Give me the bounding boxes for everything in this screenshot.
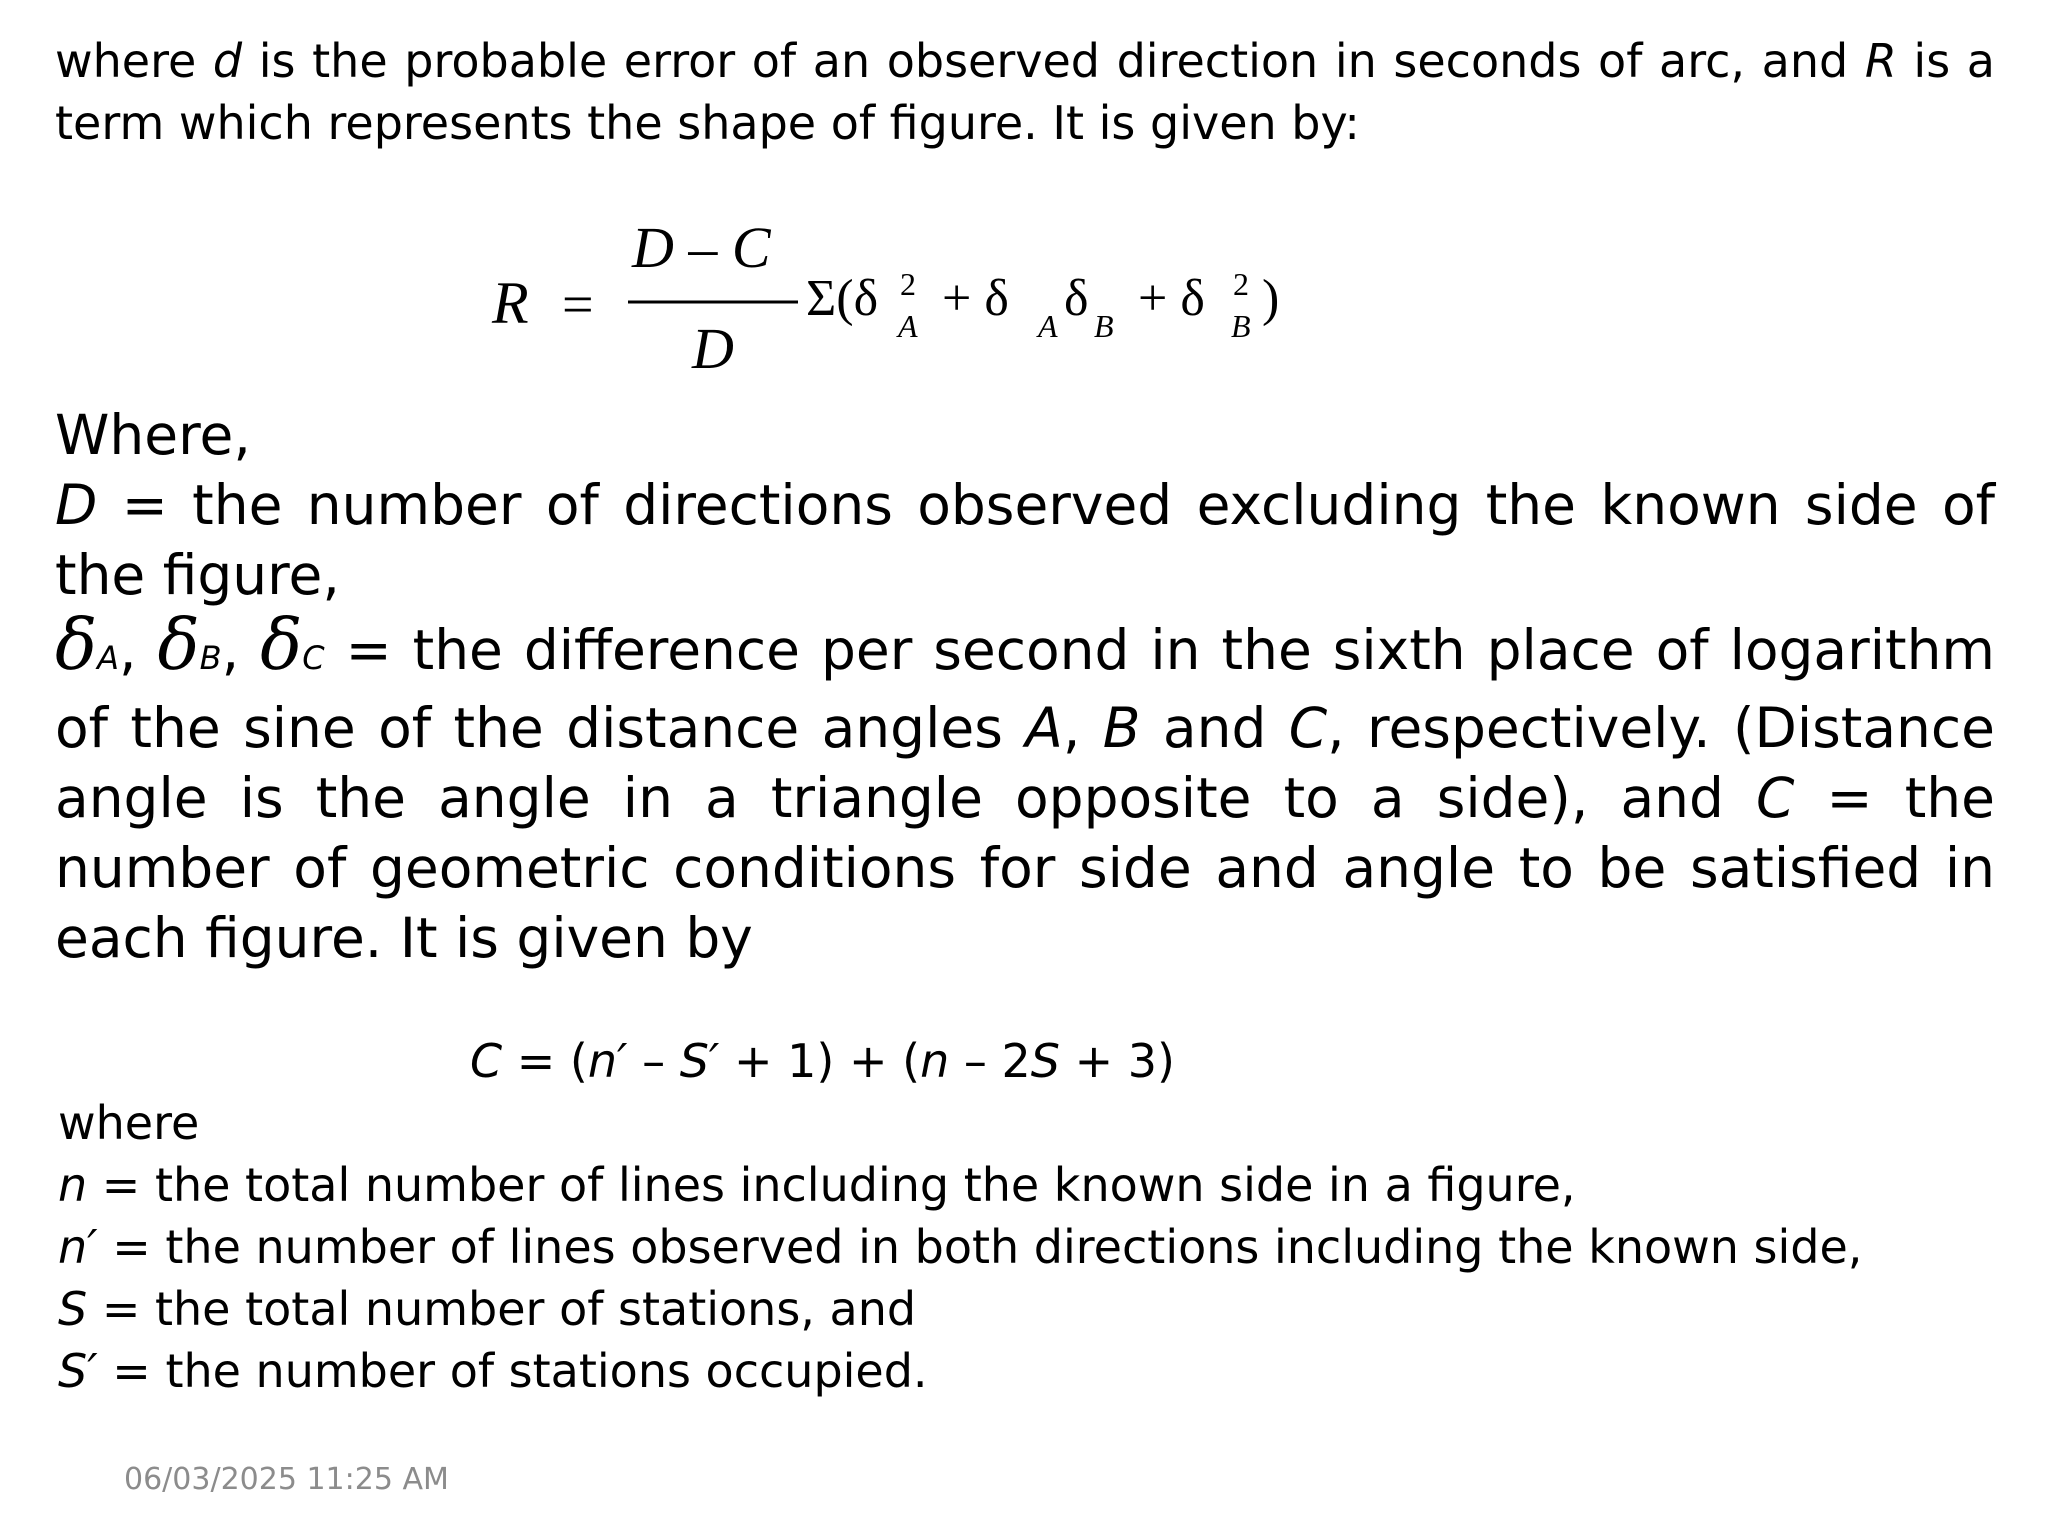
- fc-t5: + 3): [1059, 1034, 1175, 1088]
- var-d: d: [212, 34, 243, 88]
- fc-s: S: [1030, 1034, 1060, 1088]
- footer-date: 06/03/2025 11:25 AM: [124, 1462, 449, 1497]
- delta-c-symbol: δ: [260, 604, 303, 686]
- intro-text-1: where: [55, 34, 213, 88]
- var-c: C: [1288, 696, 1328, 760]
- where-list: [58, 1092, 1998, 1402]
- fc-n-prime: n′: [587, 1034, 628, 1088]
- comma-2: ,: [221, 618, 240, 682]
- fc-t4: – 2: [949, 1034, 1031, 1088]
- list-item: [58, 1278, 1998, 1340]
- var-r: R: [1864, 34, 1897, 88]
- formula-sub-a-2: A: [1038, 308, 1058, 344]
- list-item-text: = the total number of stations, and: [87, 1282, 917, 1336]
- formula-sub-a-1: A: [898, 308, 918, 344]
- delta-sub-b: B: [199, 639, 222, 677]
- where-heading: Where,: [55, 403, 251, 467]
- formula-delta-mid: δ: [1064, 270, 1089, 327]
- list-item-text: = the total number of lines including the known side in a figure,: [87, 1158, 1576, 1212]
- fc-c: C: [470, 1034, 503, 1088]
- fc-t1: = (: [502, 1034, 588, 1088]
- definition-delta: [55, 604, 1996, 973]
- formula-numerator: D – C: [632, 215, 771, 280]
- sep-1: ,: [1062, 696, 1103, 760]
- list-item-var: S: [58, 1282, 88, 1336]
- var-a: A: [1025, 696, 1063, 760]
- fc-n: n: [920, 1034, 950, 1088]
- shape-strength-formula: [480, 205, 1380, 395]
- list-item-var: n′: [58, 1220, 98, 1274]
- formula-sub-b-2: B: [1231, 308, 1251, 344]
- formula-close: ): [1262, 270, 1280, 327]
- formula-plus-1: + δ: [942, 270, 1009, 327]
- var-c-2: C: [1756, 766, 1795, 830]
- formula-denominator: D: [692, 316, 734, 381]
- comma-1: ,: [119, 618, 137, 682]
- list-item: [58, 1154, 1998, 1216]
- where-list-label: where: [58, 1096, 200, 1150]
- delta-b-symbol: δ: [157, 604, 200, 686]
- formula-sub-b-1: B: [1094, 308, 1114, 344]
- var-d-upper: D: [55, 473, 98, 537]
- intro-text-2: is the probable error of an observed direction in seconds of arc, and: [242, 34, 1865, 88]
- fc-s-prime: S′: [679, 1034, 720, 1088]
- delta-text-3: = the number of geometric conditions for side and angle to be satisfied in each figure. It is given by: [55, 766, 1995, 970]
- delta-sub-c: C: [302, 639, 325, 677]
- formula-lhs-r: R: [492, 270, 529, 336]
- delta-sub-a: A: [97, 639, 120, 677]
- fc-t2: –: [627, 1034, 680, 1088]
- and-text: and: [1140, 696, 1289, 760]
- delta-text-1: = the difference per second in the sixth place of logarithm of the sine of the distance angles: [55, 618, 1996, 760]
- formula-sq-2: 2: [1233, 266, 1249, 302]
- list-item-text: = the number of lines observed in both directions including the known side,: [97, 1220, 1863, 1274]
- definition-d: [55, 470, 1995, 610]
- list-item-var: S′: [58, 1344, 98, 1398]
- formula-sq-1: 2: [900, 266, 916, 302]
- list-item-text: = the number of stations occupied.: [97, 1344, 928, 1398]
- delta-text-2: , respectively. (Distance angle is the angle in a triangle opposite to a side), and: [55, 696, 1995, 830]
- definitions-block: [55, 400, 1995, 973]
- list-item: [58, 1340, 1998, 1402]
- delta-a-symbol: δ: [55, 604, 98, 686]
- conditions-formula: [470, 1030, 1175, 1092]
- list-item-var: n: [58, 1158, 88, 1212]
- intro-paragraph: [55, 30, 1995, 154]
- formula-equals: =: [562, 274, 594, 336]
- formula-sum-open: Σ(δ: [806, 270, 879, 327]
- fc-t3: + 1) + (: [719, 1034, 921, 1088]
- formula-plus-2: + δ: [1138, 270, 1205, 327]
- definition-d-text: = the number of directions observed excluding the known side of the figure,: [55, 473, 1995, 607]
- intro-text-3: is a term which represents the shape of figure. It is given by:: [55, 34, 1995, 150]
- list-item: [58, 1216, 1998, 1278]
- var-b: B: [1102, 696, 1141, 760]
